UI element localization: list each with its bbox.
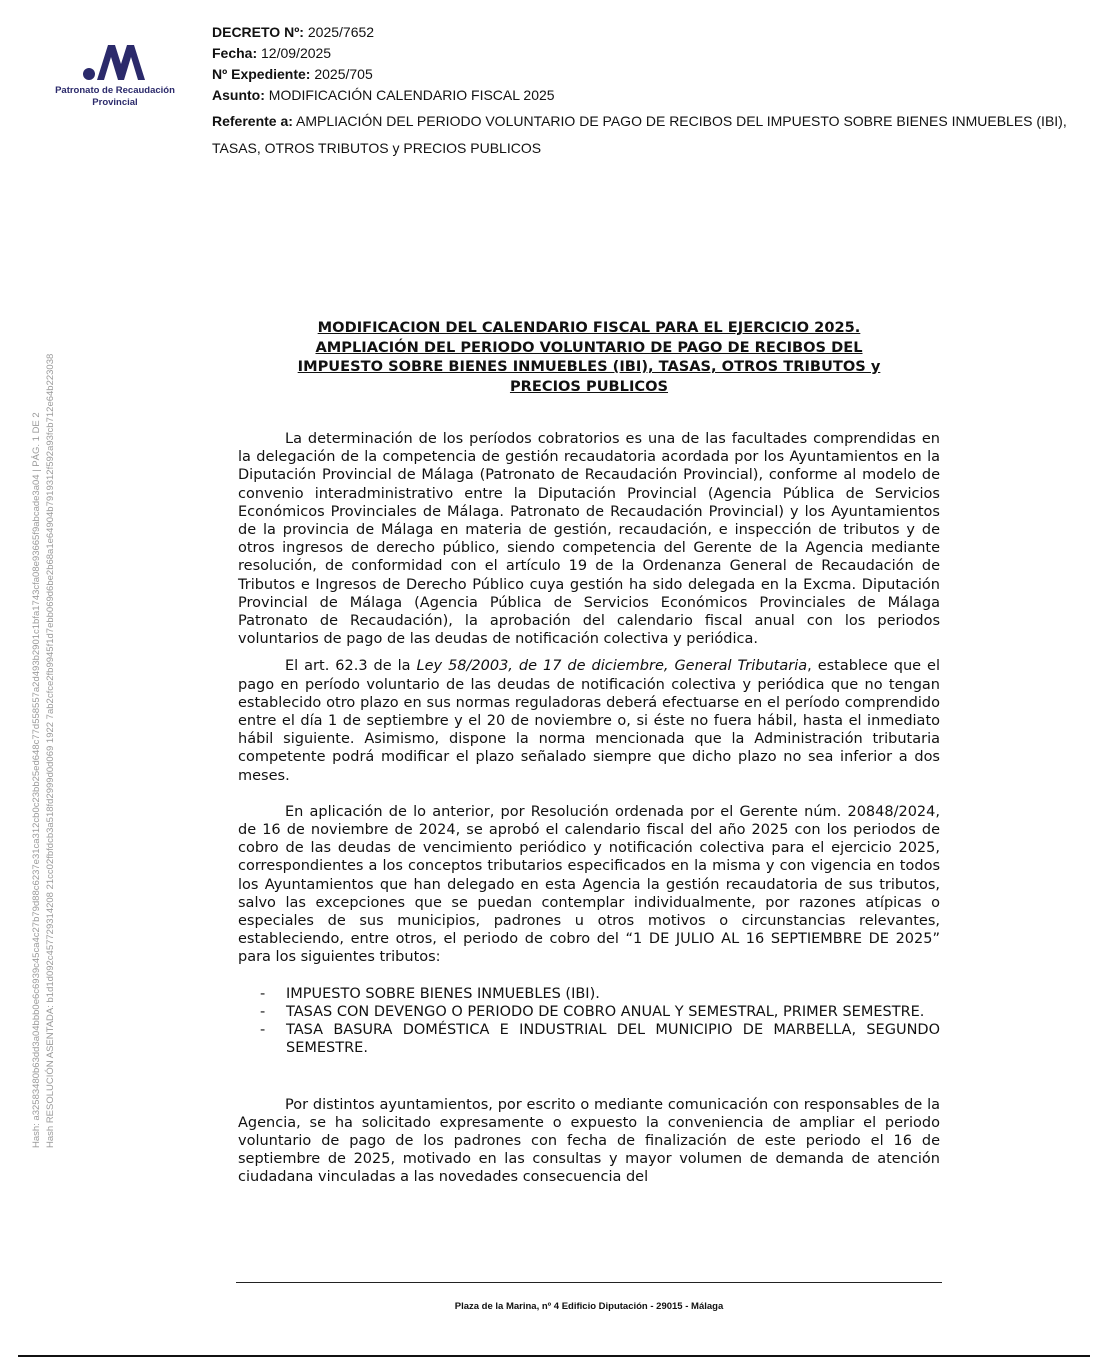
title-line-3: IMPUESTO SOBRE BIENES INMUEBLES (IBI), TASAS, OTROS TRIBUTOS y bbox=[297, 358, 881, 375]
footer-divider bbox=[236, 1282, 942, 1283]
list-marker: - bbox=[260, 1022, 266, 1039]
document-title bbox=[238, 318, 940, 396]
referente-row bbox=[212, 108, 1072, 162]
footer-address: Plaza de la Marina, nº 4 Edificio Diputación - 29015 - Málaga bbox=[454, 1301, 724, 1312]
fecha-row bbox=[212, 43, 1072, 64]
document-header bbox=[212, 22, 1072, 162]
decreto-row bbox=[212, 22, 1072, 43]
logo-caption-line1: Patronato de Recaudación bbox=[55, 85, 175, 96]
expediente-row bbox=[212, 64, 1072, 85]
list-item-text: IMPUESTO SOBRE BIENES INMUEBLES (IBI). bbox=[286, 985, 600, 1002]
paragraph-4: Por distintos ayuntamientos, por escrito o mediante comunicación con responsables de la Agencia, se ha solicitado expresamente o expuesto la conveniencia de ampliar el periodo voluntario de pago de los padrones con fecha de finalización de este periodo el 16 de septiembre de 2025, motivado en las consultas y mayor volumen de demanda de atención ciudadana vinculadas a las novedades consecuencia del bbox=[238, 1096, 940, 1186]
asunto-value: MODIFICACIÓN CALENDARIO FISCAL 2025 bbox=[268, 87, 555, 103]
logo-caption-line2: Provincial bbox=[92, 97, 138, 108]
list-item-text: TASA BASURA DOMÉSTICA E INDUSTRIAL DEL MUNICIPIO DE MARBELLA, SEGUNDO SEMESTRE. bbox=[286, 1022, 940, 1057]
paragraph-2 bbox=[238, 657, 940, 784]
decreto-label: DECRETO Nº: bbox=[212, 24, 304, 40]
title-line-1: MODIFICACION DEL CALENDARIO FISCAL PARA EL EJERCICIO 2025. bbox=[317, 319, 861, 336]
expediente-label: Nº Expediente: bbox=[212, 66, 311, 82]
page-bottom-rule bbox=[18, 1355, 1090, 1357]
patronato-logo-icon bbox=[82, 42, 148, 82]
referente-value: AMPLIACIÓN DEL PERIODO VOLUNTARIO DE PAGO DE RECIBOS DEL IMPUESTO SOBRE BIENES INMUEBLES (IBI), TASAS, OTROS TRIBUTOS y PRECIOS PUBLICOS bbox=[212, 113, 1067, 156]
list-marker: - bbox=[260, 985, 266, 1002]
law-reference: Ley 58/2003, de 17 de diciembre, General Tributaria bbox=[416, 658, 808, 675]
paragraph-2-end: , establece que el pago en período voluntario de las deudas de notificación colectiva y periódica que no tengan establecido otro plazo en sus normas reguladoras deberá efectuarse en el período comprendido entre el día 1 de septiembre y el 20 de noviembre o, si éste no fuera hábil, hasta el inmediato hábil siguiente. Asimismo, dispone la norma mencionada que la Administración tributaria competente podrá modificar el plazo señalado siempre que dicho plazo no sea inferior a dos meses. bbox=[238, 658, 941, 784]
organization-logo bbox=[40, 40, 190, 120]
document-body bbox=[238, 430, 940, 1196]
paragraph-1: La determinación de los períodos cobratorios es una de las facultades comprendidas en la delegación de la competencia de gestión recaudatoria acordada por los Ayuntamientos en la Diputación Provincial de Málaga (Patronato de Recaudación Provincial), conforme al modelo de convenio interadministrativo entre la Diputación Provincial (Agencia Pública de Servicios Económicos Provinciales de Málaga. Patronato de Recaudación Provincial) y los Ayuntamientos de la provincia de Málaga en materia de gestión, recaudación, e inspección de tributos y de otros ingresos de derecho público, siendo competencia del Gerente de la Agencia mediante resolución, de conformidad con el artículo 19 de la Ordenanza General de Recaudación de Tributos e Ingresos de Derecho Público cuya gestión ha sido delegada en la Excma. Diputación Provincial de Málaga (Agencia Pública de Servicios Económicos Provinciales de Málaga Patronato de Recaudación), la aprobación del calendario fiscal anual con los periodos voluntarios de pago de las deudas de notificación colectiva y periódica. bbox=[238, 431, 940, 648]
referente-label: Referente a: bbox=[212, 113, 293, 129]
logo-caption bbox=[40, 85, 190, 109]
list-marker: - bbox=[260, 1003, 266, 1020]
fecha-value: 12/09/2025 bbox=[261, 45, 332, 61]
asunto-row bbox=[212, 85, 1072, 106]
asunto-label: Asunto: bbox=[212, 87, 265, 103]
list-item bbox=[238, 1021, 940, 1057]
fecha-label: Fecha: bbox=[212, 45, 258, 61]
list-item bbox=[238, 1003, 940, 1021]
hash-line: Hash: a32583480b63dd3a04bbb0e6c6939c45ca4c27b79d88c6237e31ca312cb0c23bb25ed648c77d558557a2d493b2901c1bfa1743cfa08e93665f9abcade3a04 | PÁG. 1 DE 2 bbox=[31, 412, 42, 1148]
title-line-4: PRECIOS PUBLICOS bbox=[509, 377, 669, 395]
list-item bbox=[238, 985, 940, 1003]
title-line-2: AMPLIACIÓN DEL PERIODO VOLUNTARIO DE PAGO DE RECIBOS DEL bbox=[315, 338, 863, 356]
expediente-value: 2025/705 bbox=[314, 66, 373, 82]
paragraph-3: En aplicación de lo anterior, por Resolución ordenada por el Gerente núm. 20848/2024, de 16 de noviembre de 2024, se aprobó el calendario fiscal del año 2025 con los periodos de cobro de las deudas de vencimiento periódico y notificación colectiva para el ejercicio 2025, correspondientes a los conceptos tributarios especificados en la misma y con vigencia en todos los Ayuntamientos que han delegado en esta Agencia la gestión recaudatoria de sus tributos, salvo las excepciones que se puedan contemplar individualmente, por razones atípicas o especiales de sus municipios, padrones u otros motivos o circunstancias relevantes, estableciendo, entre otros, el periodo de cobro del “1 DE JULIO AL 16 SEPTIEMBRE DE 2025” para los siguientes tributos: bbox=[238, 803, 940, 966]
hash-resolution-line: Hash RESOLUCIÓN ASENTADA: b1d1d092c457729314208 21cc02fbfdcb3a518fd2999d0d069 1922 7ab2cfce2fb9945f1d7ebb069d6be2b68a1e64904b7919312f592a93fcb712e64b223038 bbox=[45, 353, 56, 1148]
tributes-list bbox=[238, 985, 940, 1058]
paragraph-2-start: El art. 62.3 de la bbox=[285, 658, 417, 675]
decreto-value: 2025/7652 bbox=[307, 24, 375, 40]
list-item-text: TASAS CON DEVENGO O PERIODO DE COBRO ANUAL Y SEMESTRAL, PRIMER SEMESTRE. bbox=[286, 1003, 925, 1020]
verification-hash bbox=[30, 188, 58, 1148]
